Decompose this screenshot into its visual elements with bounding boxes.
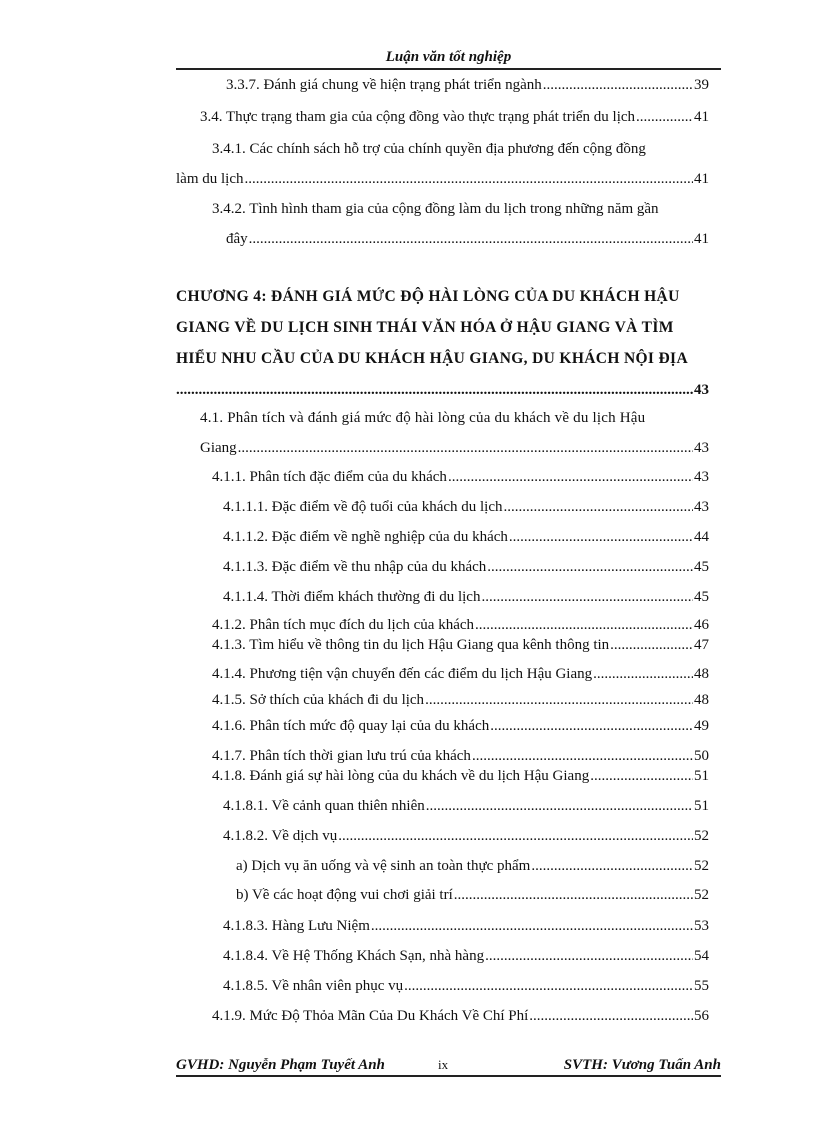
toc-page-number: 43 xyxy=(694,440,709,456)
toc-page-number: 51 xyxy=(694,768,709,784)
dot-leader xyxy=(485,946,693,966)
toc-entry-4-1-8-4 xyxy=(223,946,709,966)
toc-entry-text: 4.1.8.1. Về cảnh quan thiên nhiên xyxy=(223,798,425,814)
chapter-4-heading-line-3: HIỂU NHU CẦU CỦA DU KHÁCH HẬU GIANG, DU KHÁCH NỘI ĐỊA xyxy=(176,350,688,367)
toc-page-number: 53 xyxy=(694,918,709,934)
toc-page-number: 48 xyxy=(694,692,709,708)
running-header: Luận văn tốt nghiệp xyxy=(176,46,721,70)
toc-entry-4-1-7 xyxy=(212,746,709,766)
chapter-4-leader xyxy=(176,380,709,400)
dot-leader xyxy=(176,380,693,400)
toc-page-number: 43 xyxy=(694,499,709,515)
footer-page-number: ix xyxy=(438,1057,449,1072)
toc-entry-text: 3.3.7. Đánh giá chung về hiện trạng phát triển ngành xyxy=(226,77,542,93)
toc-page-number: 45 xyxy=(694,589,709,605)
toc-entry-4-1-1-2 xyxy=(223,527,709,547)
toc-page-number: 52 xyxy=(694,828,709,844)
toc-page-number: 39 xyxy=(694,77,709,93)
dot-leader xyxy=(504,497,693,517)
toc-page-number: 48 xyxy=(694,666,709,682)
running-footer xyxy=(176,1055,721,1075)
toc-entry-text: 4.1.8.3. Hàng Lưu Niệm xyxy=(223,918,370,934)
toc-entry-text: 4.1.8.5. Về nhân viên phục vụ xyxy=(223,978,404,994)
footer-rule xyxy=(176,1075,721,1077)
toc-entry-3-4-1 xyxy=(176,169,709,189)
dot-leader xyxy=(509,527,693,547)
toc-entry-3-4 xyxy=(200,107,709,127)
toc-page-number: 41 xyxy=(694,171,709,187)
toc-entry-4-1-2 xyxy=(212,615,709,635)
toc-page-number: 43 xyxy=(694,382,709,398)
toc-page-number: 45 xyxy=(694,559,709,575)
dot-leader xyxy=(590,766,693,786)
toc-entry-3-4-2 xyxy=(226,229,709,249)
toc-entry-text: 4.1.1.2. Đặc điểm về nghề nghiệp của du khách xyxy=(223,529,508,545)
toc-entry-text: 4.1.1.3. Đặc điểm về thu nhập của du khách xyxy=(223,559,487,575)
dot-leader xyxy=(531,856,693,876)
dot-leader xyxy=(636,107,693,127)
toc-page-number: 56 xyxy=(694,1008,709,1024)
toc-entry-4-1-1 xyxy=(212,467,709,487)
toc-entry-4-1-4 xyxy=(212,664,709,684)
toc-page-number: 52 xyxy=(694,858,709,874)
toc-entry-4-1-1-3 xyxy=(223,557,709,577)
toc-entry-4-1-8-5 xyxy=(223,976,709,996)
toc-page-number: 54 xyxy=(694,948,709,964)
chapter-4-heading-line-1: CHƯƠNG 4: ĐÁNH GIÁ MỨC ĐỘ HÀI LÒNG CỦA DU KHÁCH HẬU xyxy=(176,288,680,305)
toc-page-number: 52 xyxy=(694,887,709,903)
toc-page-number: 50 xyxy=(694,748,709,764)
dot-leader xyxy=(448,467,693,487)
toc-entry-4-1-1-1 xyxy=(223,497,709,517)
toc-entry-text: a) Dịch vụ ăn uống và vệ sinh an toàn thực phẩm xyxy=(236,858,531,874)
toc-entry-4-1-1-4 xyxy=(223,587,709,607)
dot-leader xyxy=(487,557,693,577)
chapter-4-heading-line-2: GIANG VỀ DU LỊCH SINH THÁI VĂN HÓA Ở HẬU GIANG VÀ TÌM xyxy=(176,319,674,336)
toc-entry-text: 4.1.8. Đánh giá sự hài lòng của du khách về du lịch Hậu Giang xyxy=(212,768,590,784)
toc-entry-4-1-3 xyxy=(212,635,709,655)
toc-page-number: 55 xyxy=(694,978,709,994)
toc-entry-3-3-7 xyxy=(226,75,709,95)
dot-leader xyxy=(338,826,693,846)
toc-page-number: 44 xyxy=(694,529,709,545)
dot-leader xyxy=(610,635,693,655)
toc-entry-4-1-8-1 xyxy=(223,796,709,816)
dot-leader xyxy=(593,664,693,684)
dot-leader xyxy=(481,587,693,607)
toc-entry-text: Giang xyxy=(200,440,237,456)
dot-leader xyxy=(371,916,693,936)
toc-entry-text: 4.1.5. Sở thích của khách đi du lịch xyxy=(212,692,425,708)
toc-page-number: 51 xyxy=(694,798,709,814)
dot-leader xyxy=(426,796,693,816)
toc-entry-text: 4.1.8.2. Về dịch vụ xyxy=(223,828,338,844)
dot-leader xyxy=(529,1006,693,1026)
toc-entry-text: 4.1.6. Phân tích mức độ quay lại của du khách xyxy=(212,718,490,734)
dot-leader xyxy=(475,615,693,635)
toc-entry-text: b) Về các hoạt động vui chơi giải trí xyxy=(236,887,453,903)
toc-entry-text: 4.1.1.1. Đặc điểm về độ tuổi của khách du lịch xyxy=(223,499,503,515)
toc-entry-3-4-2-text: 3.4.2. Tình hình tham gia của cộng đồng làm du lịch trong những năm gần xyxy=(212,201,659,217)
toc-entry-4-1-8-3 xyxy=(223,916,709,936)
toc-entry-4-1-9 xyxy=(212,1006,709,1026)
toc-entry-text: 4.1.1. Phân tích đặc điểm của du khách xyxy=(212,469,447,485)
footer-student: SVTH: Vương Tuấn Anh xyxy=(563,1057,721,1073)
toc-page-number: 47 xyxy=(694,637,709,653)
toc-entry-text: 4.1.3. Tìm hiểu về thông tin du lịch Hậu Giang qua kênh thông tin xyxy=(212,637,610,653)
toc-entry-4-1-text: 4.1. Phân tích và đánh giá mức độ hài lòng của du khách về du lịch Hậu xyxy=(200,410,646,426)
dot-leader xyxy=(238,438,693,458)
toc-entry-text: 4.1.4. Phương tiện vận chuyển đến các điểm du lịch Hậu Giang xyxy=(212,666,593,682)
toc-entry-4-1-5 xyxy=(212,690,709,710)
toc-entry-text: 4.1.7. Phân tích thời gian lưu trú của khách xyxy=(212,748,471,764)
toc-page-number: 43 xyxy=(694,469,709,485)
toc-entry-4-1 xyxy=(200,438,709,458)
toc-entry-text: 4.1.9. Mức Độ Thỏa Mãn Của Du Khách Về Chí Phí xyxy=(212,1008,529,1024)
toc-entry-text: 4.1.2. Phân tích mục đích du lịch của khách xyxy=(212,617,475,633)
toc-entry-4-1-8-2-a xyxy=(236,856,709,876)
toc-page-number: 49 xyxy=(694,718,709,734)
toc-entry-text: làm du lịch xyxy=(176,171,244,187)
toc-entry-text: 4.1.1.4. Thời điểm khách thường đi du lịch xyxy=(223,589,481,605)
toc-entry-text: đây xyxy=(226,231,248,247)
footer-advisor: GVHD: Nguyễn Phạm Tuyết Anh xyxy=(176,1057,385,1073)
toc-entry-4-1-8-2-b xyxy=(236,885,709,905)
toc-entry-4-1-8-2 xyxy=(223,826,709,846)
dot-leader xyxy=(490,716,693,736)
toc-page-number: 41 xyxy=(694,109,709,125)
dot-leader xyxy=(249,229,693,249)
toc-entry-3-4-1-text: 3.4.1. Các chính sách hỗ trợ của chính quyền địa phương đến cộng đồng xyxy=(212,141,646,157)
toc-page-number: 41 xyxy=(694,231,709,247)
dot-leader xyxy=(425,690,693,710)
dot-leader xyxy=(543,75,693,95)
toc-entry-4-1-8 xyxy=(212,766,709,786)
toc-page-number: 46 xyxy=(694,617,709,633)
dot-leader xyxy=(472,746,693,766)
toc-entry-text: 4.1.8.4. Về Hệ Thống Khách Sạn, nhà hàng xyxy=(223,948,485,964)
dot-leader xyxy=(245,169,694,189)
toc-entry-text: 3.4. Thực trạng tham gia của cộng đồng vào thực trạng phát triển du lịch xyxy=(200,109,636,125)
dot-leader xyxy=(404,976,693,996)
toc-entry-4-1-6 xyxy=(212,716,709,736)
dot-leader xyxy=(454,885,693,905)
